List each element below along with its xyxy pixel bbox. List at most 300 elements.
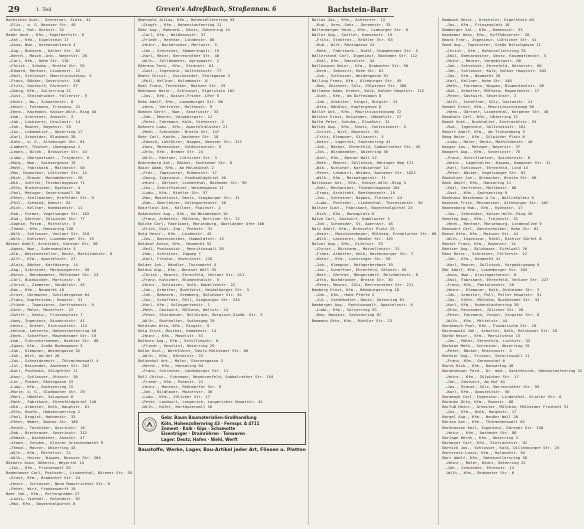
directory-entry: –Emil, Kellner, Kolumbastr. 8 bbox=[141, 78, 208, 84]
directory-entry: –Ludw., Oberpostsekr., Trajanstr. 6 bbox=[9, 154, 90, 160]
page-mark: 1. Teil bbox=[36, 7, 52, 13]
directory-entry: –Jos., Schaffner, Poll, Siegburger Str. 243 bbox=[141, 297, 240, 303]
running-title: Greven's Adreßbuch, Straßennaw. 6 bbox=[156, 6, 277, 13]
directory-entry: Balster Ernst, Reisender, Händelstr. 27 bbox=[311, 113, 402, 119]
directory-entry: Bambach Heinr., Drechsler, Eigelstein 64 bbox=[442, 17, 534, 22]
directory-entry: –Emil, Vertreter, Moltkestr. 88 bbox=[445, 185, 517, 191]
directory-entry: –Heinr., Kfm., Zülpicher Str. 17 bbox=[445, 373, 519, 379]
directory-entry: –Konr., Schlosser, Ottostr. 36 bbox=[9, 373, 78, 379]
directory-entry: Barbier Aug., Friseur, Severinswall 11 bbox=[442, 353, 530, 359]
directory-entry: –Jak., Klempner, Weidengasse 52 bbox=[9, 348, 81, 354]
directory-entry: –Aug., Bahnarb., Kalker Str. 82 bbox=[9, 47, 81, 53]
directory-entry: –Joh., Schlosser, Kalk, Kalker Hauptstr. 203 bbox=[445, 67, 547, 73]
directory-entry: –Jul., Reisender, Aachener Str. 207 bbox=[9, 363, 90, 369]
directory-entry: –Heinr., Schlosser, Neue Maastrichter Str. 6 bbox=[9, 480, 110, 486]
directory-entry: Balcke Carl, Fabrikant, Marienburg, Oberländer Ufer 160 bbox=[138, 220, 265, 226]
directory-entry: –Ernst, Kfm., Brabanter Str. 24 bbox=[9, 475, 81, 481]
directory-entry: –Franz, Architekt, Beethovenstr. 19 bbox=[314, 190, 395, 196]
directory-entry: –Agnes, Wwe., Sudermanplatz 3 bbox=[9, 246, 76, 252]
directory-entry: –Karl, Postbote, Sülzgürtel 11 bbox=[9, 368, 78, 374]
column-3 bbox=[312, 17, 440, 525]
directory-entry: –Peter, Bäcker, Rheinaustr. 4 bbox=[445, 348, 512, 354]
directory-entry: Ballas Jos., Kfm., Achterstr. 12 bbox=[311, 17, 386, 22]
directory-entry: –Bernh., Bahnbeamter, Mülheimer Str. 23 bbox=[9, 271, 99, 277]
directory-entry: –Friedr., Rentner, Lindenstr. 88 bbox=[141, 37, 215, 43]
directory-entry: Band Aug., Tapezierer, Große Witschgasse 11 bbox=[442, 42, 541, 48]
directory-entry: Balta Peter, Schuhm., Elsaßstr. 31 bbox=[311, 118, 390, 124]
advert-line: Zement · Kalk · Gips · Schamotte bbox=[161, 426, 236, 432]
directory-entry: –Dan., Kfm., Neumarkt 18 bbox=[9, 286, 65, 292]
directory-entry: –Rob., Former, Vogelsanger Str. 102 bbox=[9, 210, 90, 216]
directory-entry: –Franz, Kfm., Gereonshof 6 bbox=[445, 358, 505, 364]
directory-entry: –Karl, Schneider, Blaubach 30 bbox=[9, 134, 76, 140]
directory-entry: –Jos., Kfm., Kalk, Hauptstr. 17 bbox=[445, 409, 517, 415]
directory-entry: –Jos., Bürobeamter, Ubierring 56 bbox=[314, 149, 389, 155]
directory-entry: –Jos., Kfm., Friesenplatz 16 bbox=[445, 22, 510, 28]
directory-entry: –Jak., Maurer, Vorgebirgstr. 12 bbox=[141, 113, 213, 119]
directory-entry: –Fritz, Klempner, Silvanstr. 3 bbox=[314, 134, 384, 140]
directory-entry: –Marg., Wwe., Spiesergasse 19 bbox=[9, 159, 76, 165]
directory-entry: –Jos., Lokomotivf., Ubierring 17 bbox=[9, 129, 83, 135]
directory-entry: –Friedr., Tapezierer, Gertrudenstr. 9 bbox=[9, 302, 94, 308]
directory-entry: Baerwald Julius, Kfm., Hohenzollernring 93 bbox=[138, 17, 235, 22]
directory-entry: –Wilh., Zollbeamter, Agrippastr. 2 bbox=[141, 57, 220, 63]
directory-entry: –Christ., Wirt, Bayenstr. 61 bbox=[314, 129, 379, 135]
directory-entry: –Alb., Weichensteller, Deutz, Mathildenstr. 8 bbox=[9, 251, 113, 257]
directory-entry: –Karl, Maler, Berrenrather Str. 46 bbox=[141, 52, 220, 58]
directory-entry: Bandemer Hans, Kfm., Kyffhäuserstr. 28 bbox=[442, 32, 530, 38]
directory-entry: –Heinr., Schlosser, Kalk, Kapellenstr. 22 bbox=[141, 281, 236, 287]
directory-entry: –Franz, Bäcker, Severinstr. 146 bbox=[9, 78, 81, 84]
directory-entry: –Peter, Wirt, Frankenwerft 19 bbox=[9, 485, 76, 491]
directory-entry: –Carl, Kfm., Weißhausstr. 37 bbox=[141, 32, 206, 38]
directory-entry: –Heinr., Kfm., Lothringer Str. 59 bbox=[314, 256, 391, 262]
advert-line: Eisenträger · Drainröhren · Tonwaren bbox=[161, 431, 245, 437]
directory-entry: Bandel Ernst, Kfm., Mauritiussteinweg 90 bbox=[442, 103, 534, 109]
directory-entry: Banning Aug., Kfm., Trajanstr. 31 bbox=[442, 215, 518, 221]
directory-entry: –Sebast., Dachdecker, Annostr. 47 bbox=[9, 434, 85, 440]
directory-entry: –Karl, Schlosser, Ehrenfeld, Lind 14 bbox=[445, 164, 528, 170]
directory-entry: Baltzer Gust., Fabrikant, Bayenthalgürtel 24 bbox=[311, 205, 413, 211]
directory-entry: –Jos., Bautechniker, Humboldtstr. 13 bbox=[141, 236, 224, 242]
directory-entry: Bährens Ferd., Kfm., Ehrenstr. 61 bbox=[138, 62, 214, 68]
directory-entry: –Otto, Kaufm., Habsburgerring 2 bbox=[9, 409, 81, 415]
directory-entry: –Leonh., Bildh., Brüsseler Str. 44 bbox=[9, 149, 87, 155]
directory-entry: –Peter, Landwirt, Weiden, Aachener Str. 1022 bbox=[314, 169, 416, 175]
directory-entry: Banz Heinr., Schreiner, Follerstr. 12 bbox=[442, 251, 528, 257]
advert-line: Lager: Deutz, Hafen · Niehl, Werft bbox=[161, 436, 238, 442]
directory-entry: Ballof Ant., Kfm., Mauritiussteinweg 72 bbox=[311, 108, 402, 114]
directory-entry: Bahl Franz, Techniker, Mainzer Str. 29 bbox=[138, 83, 226, 89]
directory-entry: Balling Franz, Kfm., Alteburger Str. 45 bbox=[311, 78, 402, 84]
directory-entry: –Bernh., Masch.-Arb., Weyerstr. 20 bbox=[9, 52, 87, 58]
directory-entry: Bahr Carl, Kaufm., Aachener Str. 18 bbox=[138, 134, 219, 140]
company-seal-icon bbox=[142, 417, 157, 432]
directory-entry: –Friedr., Kanzlist, Ubierring 29 bbox=[141, 343, 215, 348]
directory-entry: Ballerstedt Carl, Ingenieur, Bachemer Str. 112 bbox=[311, 52, 418, 58]
directory-entry: –Eduard, Rentner, Lindenstr. 12 bbox=[9, 67, 81, 73]
directory-entry: –Alfr., Kfm., Apostelnstr. 27 bbox=[9, 256, 76, 262]
directory-entry: Bäckers Anna, Näherin, Weyertal 14 bbox=[6, 460, 84, 466]
directory-entry: Bandholz Carl, Kfm., Ubierring 12 bbox=[442, 113, 518, 119]
directory-entry: –Joh., Schneider, Ehrenstr. 14 bbox=[445, 465, 515, 471]
directory-entry: –Gust., Steindrucker, Follerstr. 9 bbox=[9, 93, 87, 99]
directory-entry: –Karl, Maurer, Zollstock, Vorgebirgsweg 9 bbox=[445, 261, 540, 267]
directory-entry: –Karl, Friseur, Severinstr. 118 bbox=[141, 256, 213, 262]
directory-entry: Barlage Bernh., Kfm., Ubierring 3 bbox=[442, 434, 518, 440]
directory-entry: –Heinr., Kfm., Aachener Str. 88 bbox=[445, 429, 517, 435]
directory-entry: –Wilh., Schlosser, Venloer Str. 310 bbox=[9, 230, 90, 236]
directory-entry: Banneck Fritz, Mechaniker, Alteburger Str. 140 bbox=[442, 200, 548, 206]
directory-entry: –Peter, Fuhrmann, Kalk, Vietorstr. 4 bbox=[141, 118, 224, 124]
directory-entry: –Fritz, Elektrot., Brühler Str. 63 bbox=[314, 37, 393, 43]
directory-entry: –Heinr., Buchdrucker, Merlostr. 5 bbox=[141, 42, 217, 48]
directory-entry: Bäcker Adolf, Architekt, Dürener Str. 96 bbox=[6, 241, 98, 247]
directory-entry: –Friedr., Kfm., Palmstr. 21 bbox=[141, 378, 203, 384]
directory-entry: Barion Ant., Kfm., Thürmchenswall 62 bbox=[442, 419, 525, 425]
directory-entry: Balzer Aug., Kfm., Eifelstr. 33 bbox=[311, 241, 383, 247]
directory-entry: –Wilh., Rentner, Lütticher Str. 3 bbox=[141, 154, 217, 160]
directory-entry: –Herm., Schaffner, Mauenheimer Str. 19 bbox=[9, 332, 97, 338]
directory-entry: Baller Aug., Sattler, Kaesenstr. 19 bbox=[311, 32, 392, 38]
directory-entry: –Heinr., Lagerist, Sachsenring 41 bbox=[314, 139, 391, 145]
directory-entry: Baldzuhn Otto, Kfm., Ringstr. 9 bbox=[138, 322, 210, 328]
directory-entry: –Ludw., Postsekr., Lindenthal, Theresienstr. 30 bbox=[314, 200, 423, 206]
directory-entry: –Heinr., Dreher, Eintrachtstr. 113 bbox=[9, 322, 87, 328]
directory-entry: –Karl, Kfm., Volksgartenstr. 1 bbox=[141, 302, 210, 308]
directory-entry: –Wilh., Buchhalter, Gottesweg 70 bbox=[141, 317, 215, 323]
directory-entry: –Wilh., Ingenieur, Riehl, Riehler Gürtel 8 bbox=[445, 236, 542, 242]
directory-entry: –Marie, o. G., Gladbacher Str. 29 bbox=[9, 388, 85, 394]
directory-entry: Banholzer Joh., Uhrmacher, Breite Str. 58 bbox=[442, 174, 537, 180]
directory-entry: Barmeyer Carl, Kfm., Eintrachtstr. 92 bbox=[442, 439, 528, 445]
directory-entry: –Peter, Gastwirt, Severinstr. 2 bbox=[445, 93, 517, 99]
directory-entry: –Heinr., Lagerhalter, Nippes, Kempener Str. 21 bbox=[445, 159, 551, 165]
directory-entry: –Kath., o. G., Alteburger Str. 61 bbox=[9, 139, 85, 145]
running-heading-range: Bachstein–Barr bbox=[327, 5, 388, 14]
directory-entry: Bahnen Gertr., Wwe., Severinstr. 33 bbox=[138, 108, 219, 114]
directory-entry: –Christ., Maurer, Ehrenfeld, Venloer Str. 411 bbox=[141, 271, 245, 277]
directory-entry: Bahners Ludw., Kfm., Apostelnkloster 21 bbox=[138, 123, 228, 129]
directory-entry: Baldus Aug., Kfm., Neusser Wall 35 bbox=[138, 266, 217, 272]
directory-entry: –Ludw., Kfm., Salierring 55 bbox=[314, 307, 377, 313]
directory-entry: –Max, Maschinist, Deutz, Siegburger Str. 41 bbox=[141, 195, 240, 201]
directory-entry: –Hub., Fuhrunternehmer, Niehler Str. 88 bbox=[9, 337, 99, 343]
directory-entry: –Paul, Metzger, Severinswall 36 bbox=[9, 190, 81, 196]
directory-entry: –Jos., Schneidermstr., Thürmchenswall 4 bbox=[9, 358, 99, 364]
directory-entry: –Mich., Brauer, Machabäerstr. 28 bbox=[9, 174, 83, 180]
directory-entry: Baldauf Anton, Kfm., Heumarkt 52 bbox=[138, 241, 212, 247]
directory-entry: –Peter, Maurer, Sülz, Berrenrather Str. 211 bbox=[314, 281, 414, 287]
directory-entry: –Heinr., Monteur, Rhöndorfer Str. 8 bbox=[141, 383, 222, 389]
directory-entry: –Jos., Maler, Ehrenfeld, Lichtstr. 33 bbox=[445, 337, 531, 343]
directory-entry: –Wilh., Kfm., Mittelstr. 21 bbox=[9, 449, 71, 455]
directory-entry: –Heinr., Gärtner, Lindenthal, Bachemer Str. 99 bbox=[141, 180, 247, 185]
directory-entry: Barkhausen Emil, Ingenieur, Dürener Str. 140 bbox=[442, 424, 544, 430]
directory-entry: Barr Adolf, Kfm., Hohenzollernring 58 bbox=[442, 455, 528, 461]
directory-entry: Baltes Aug., Kfm., Deutz, Justinianstr. 9 bbox=[311, 123, 406, 129]
directory-entry: Bald Heinr., Kfm., Lindenstr. 45 bbox=[138, 230, 212, 236]
directory-entry: –Christ., Zimmerer, Vondelstr. 45 bbox=[9, 281, 85, 287]
column-1 bbox=[6, 17, 135, 525]
directory-entry: –Emil, Kfm., Dasselstr. 44 bbox=[314, 57, 375, 63]
page-header bbox=[6, 4, 394, 17]
directory-entry: –Jos., Kfm., Neumarkt 26 bbox=[445, 73, 501, 79]
directory-entry: Barnstein Louis, Kfm., Rolandstr. 30 bbox=[442, 449, 525, 455]
directory-entry: –Peter, Fuhrmann, Vingst, Vingster Str. 6 bbox=[445, 312, 540, 318]
directory-entry: –Wilh., Heizer, Nippes, Neusser Str. 284 bbox=[9, 455, 101, 461]
directory-entry: –Emil, Mechaniker, Thieboldsgasse 104 bbox=[314, 185, 400, 191]
directory-entry: Bader Andr., Kfm., Engelbertstr. 6 bbox=[6, 32, 84, 38]
directory-entry: Bargel Aug., Kfm., Neußer Wall 20 bbox=[442, 414, 518, 420]
directory-entry: –Eduard, Lokführer, Nippes, Neusser Str. 311 bbox=[141, 139, 242, 145]
directory-entry: Barbe Heinr., Kfm., Marsilstein 15 bbox=[442, 332, 521, 338]
directory-entry: Ball Christ., Fuhrmann, Neuehrenfeld, Subbelrather Str. 154 bbox=[138, 373, 274, 379]
directory-entry: –Wilh., Kfm., Merowingerstr. 11 bbox=[314, 174, 386, 180]
directory-entry: Bank Adolf, Kfm., Hansaring 11 bbox=[442, 180, 512, 185]
directory-entry: –Gerh., Maler, Mozartstr. 22 bbox=[9, 307, 74, 313]
directory-entry: –Emil, Postassist., Mauritiuswall 28 bbox=[141, 246, 224, 252]
directory-entry: –Ludw., Kfm., Riehler Str. 57 bbox=[141, 190, 208, 196]
directory-entry: –Wilh., Kutscher, Luxemburger Str. 15 bbox=[9, 236, 94, 242]
directory-entry: Bakenecker Aug., Kfm., Am Weidenbach 10 bbox=[138, 210, 228, 216]
directory-entry: Barck Rich., Kfm., Hansaring 48 bbox=[442, 363, 514, 369]
directory-entry: –Peter, Landwirt, Longerich, Longericher Hauptstr. 42 bbox=[141, 399, 263, 405]
directory-entry: –Franz, Schriftsetzer, Spichernstr. 8 bbox=[445, 154, 531, 160]
directory-entry: –Math., Fabrikarb., Moltkestr. 58 bbox=[9, 164, 85, 170]
directory-entry: –Helene, Lehrerin, Hohenstaufenring 58 bbox=[9, 327, 97, 333]
directory-entry: –Herm., Kaufmann, Kaiser-Wilh.-Ring 40 bbox=[9, 108, 97, 114]
directory-entry: Badenheuer Carl, Postsekr., Lindenthal, Dürener Str. 55 bbox=[6, 470, 133, 476]
directory-entry: –Jos., Schneider, Kaiser-Wilh.-Ring 26 bbox=[445, 210, 533, 216]
directory-entry: –Wilh., Küfer, Kartäuserwall 16 bbox=[141, 404, 213, 410]
advert-line: Köln, Hohenzollernring 43 · Fernspr. A 4711 bbox=[161, 420, 260, 426]
directory-entry: –Gust., Ingenieur, Goltsteinstr. 77 bbox=[141, 67, 222, 73]
directory-entry: –Rud., Gärtner, Zülpicher Str. 77 bbox=[9, 215, 85, 221]
directory-entry: Bahlmann Heinr., Schlosser, Eigelstein 102 bbox=[138, 88, 235, 94]
directory-entry: Bardewyk Carl, Ingenieur, Lindenthal, Krieler Str. 6 bbox=[442, 393, 562, 399]
directory-entry: –Emil, Schlosser, Mauritiussteinw. 5 bbox=[9, 73, 92, 79]
directory-entry: Baranowski Joh., Arbeiter, Kalk, Rolshover Str. 18 bbox=[442, 327, 557, 333]
directory-entry: Balthasar Ant., Kfm., Kaiser-Wilh.-Ring 3 bbox=[311, 180, 406, 185]
directory-entry: –Joh., Klempner, Rothgerberbach 19 bbox=[314, 261, 393, 267]
directory-entry: Bamberger Aug., Rechtsanwalt, Apostelnstr. 9 bbox=[311, 302, 413, 308]
directory-entry: –Nik., Arbeiter, Kalk, Hauptstr. 61 bbox=[9, 404, 90, 410]
directory-entry: –Jak., Kfm., Hohe Pforte 2 bbox=[314, 292, 375, 298]
directory-entry: –Mart., Gärtner, Müngersdorf, Belvederestr. 8 bbox=[314, 271, 418, 277]
directory-entry: –Peter, Weber, Bonner Str. 180 bbox=[9, 419, 78, 425]
directory-entry: Bammann Otto, Kfm., Riehler Str. 23 bbox=[311, 317, 392, 323]
directory-entry: –Theod., Maurer, Ubierring 43 bbox=[9, 444, 76, 450]
directory-entry: Baier Adam, Kfm., Am Malzbüchel 2 bbox=[138, 164, 214, 170]
directory-entry: –Otto, Buchdrucker, Kyotostr. 4 bbox=[9, 185, 81, 191]
directory-entry: –Heinr., Maschinenbauer, Mülheim, Frankfurter Str. 88 bbox=[314, 230, 437, 236]
directory-entry: –Aug., Schreiner, Merowingerstr. 50 bbox=[9, 266, 90, 272]
directory-entry: –Math., Fabrikarb., Riehl, Stammheimer Str. 5 bbox=[314, 47, 418, 53]
directory-entry: Barabasch Paul, Kfm., Flandrische Str. 10 bbox=[442, 322, 537, 328]
directory-entry: –Alois, Bäcker, Kartäuserg. 14 bbox=[9, 261, 78, 267]
directory-entry: –Jos., Küfer, Mülheim, Buchheimer Str. 44 bbox=[445, 297, 540, 303]
directory-entry: Banck Frdr., Ingenieur, Lütticher Str. 41 bbox=[442, 37, 537, 43]
column-2-entries bbox=[138, 17, 306, 409]
directory-entry: –Heinr., Klempner, Kalk, Ostheimer Str. 3 bbox=[445, 286, 540, 292]
directory-entry: –Elis., o. G. Neusser Str. 49 bbox=[9, 22, 76, 28]
column-4 bbox=[442, 17, 584, 525]
directory-entry: –Otto, Buchdrucker, Breite Str. 30 bbox=[314, 276, 393, 282]
directory-entry: Bähr Aug., Bahnarb., Deutz, Gotenring 14 bbox=[138, 27, 230, 33]
directory-entry: –Georg, Ingenieur, Stadtwaldgürtel 40 bbox=[141, 174, 226, 180]
directory-entry: Bär Adolf, Kfm., Luxemburger Str. 104 bbox=[442, 266, 528, 272]
directory-entry: Barnick Jos., Schlosser, Kalk, Dillenburger Str. 19 bbox=[442, 444, 560, 450]
directory-entry: –Hub., Wirt, Rheingasse 24 bbox=[314, 42, 375, 48]
directory-entry: –Joh., Schreiner, Sömmeringstr. 19 bbox=[141, 47, 220, 53]
directory-entry: –Herm., Gärtner, Lindenthal, Kerpener Str. 46 bbox=[445, 108, 549, 114]
directory-entry: Banert Adolf, Kfm., Am Trutzenberg 3 bbox=[442, 129, 525, 135]
directory-entry: Ballmann Adam, Dreher, Kalk, Kalker Hauptstr. 112 bbox=[311, 88, 425, 94]
directory-entry: –Rob., Bierbrauer, Severinstr. 212 bbox=[9, 429, 87, 435]
directory-entry: Baer Jak., Kfm., Perlengraben 27 bbox=[6, 490, 80, 496]
directory-entry: –Jos., Schreiner, Nippes, Florastr. 44 bbox=[314, 195, 402, 201]
directory-entry: –Herm., Rentner, Marienburg, Lindenallee 9 bbox=[445, 220, 542, 226]
directory-entry: Bachstein Gust., Schreiner, Zietz. 41 bbox=[6, 17, 91, 22]
directory-entry: –Ant., Kfm., Eigelstein 17 bbox=[9, 37, 69, 43]
directory-entry: –Franz, Arbeiter, Kalk, Hachenburger Str. 7 bbox=[314, 251, 414, 257]
directory-entry: –Lambert, Tüncher, Löwengasse 2 bbox=[9, 144, 81, 150]
directory-entry: –Emil, Bahnarbeiter, Deutz, Kasemattenstr. 5 bbox=[445, 52, 547, 58]
directory-entry: Bangert Aug., Kfm., Severinstr. 75 bbox=[442, 149, 521, 155]
directory-entry: –Bernh., Kfm., Hansaring 94 bbox=[141, 363, 203, 369]
directory-entry: Baierlein Joh., Kellner, Pipinstr. 4 bbox=[138, 205, 221, 211]
directory-entry: –Otto, Reisender, Jülicher Str. 28 bbox=[445, 307, 524, 313]
directory-entry: Bandt Gust., Buchhalter, Eintrachtstr. 55 bbox=[442, 118, 537, 124]
directory-entry: –Wilh., Kfm., Brabanter Str. 6 bbox=[445, 470, 515, 476]
directory-entry: Ballenberger Herm., Kfm., Limburger Str. 6 bbox=[311, 27, 409, 33]
directory-entry: –Theod., Kfm., Hansaring 130 bbox=[9, 225, 74, 231]
directory-entry: –Jak., Arbeiter, Poll, Poller Hauptstr. 51 bbox=[445, 292, 542, 298]
advert-line: Gebr. Baum Baumaterialien-Großhandlung bbox=[161, 415, 257, 421]
directory-entry: –Karl, Kfm., Bonner Wall 22 bbox=[314, 154, 377, 160]
directory-entry: –Wilh., Lackierer, Neußer Str. 129 bbox=[314, 236, 393, 242]
directory-entry: Balke Gust., Werkführer, Deutz-Mülheimer Str. 80 bbox=[138, 348, 249, 354]
directory-entry: –Gust., Kfm., Sachsenring 9 bbox=[445, 190, 508, 196]
directory-entry: –Hub., Schreiner, Annostr. 3 bbox=[9, 113, 74, 119]
directory-entry: Bantel Franz, Kfm., Bayenstr. 14 bbox=[442, 241, 516, 247]
directory-entry: Bahrenberg Ant., Bäcker, Sechtemer Str. 8 bbox=[138, 159, 233, 165]
directory-entry: –Jos., Brauer, Sülz, Berrenrather Str. 99 bbox=[445, 383, 540, 389]
directory-entry: –Otto, Händler, Kupfergasse 6 bbox=[314, 103, 382, 109]
directory-entry: –Math., Gastwirt, Mülheim, Wallstr. 14 bbox=[141, 307, 229, 313]
directory-entry: –Joh., Schneider, St. Apernstr. 18 bbox=[314, 220, 393, 226]
directory-entry: –Emil, Fabrikant, Ehrenfeld, Venloer Str. 227 bbox=[445, 276, 549, 282]
directory-entry: –Anna, Wwe., Ursulagartenstr. 6 bbox=[445, 271, 517, 277]
directory-entry: –Karl, Kfm., Apostelnstr. 50 bbox=[445, 388, 510, 394]
directory-entry: –Jos., Kfm., Kaiser-Friedr.-Ufer 5 bbox=[141, 93, 220, 99]
directory-entry: –Rud., Verw.-Sekr., Gereonstr. 33 bbox=[314, 22, 391, 28]
directory-entry: –Jak., Schreiner, Ehrenfeld, Körnerstr. 60 bbox=[445, 62, 542, 68]
directory-columns bbox=[6, 17, 583, 525]
directory-entry: –Rich., Kellner, Komödienstr. 11 bbox=[9, 205, 83, 211]
directory-entry: Bahn Adolf, Kfm., Luxemburger Str. 66 bbox=[138, 98, 223, 104]
directory-entry: –Wilh., Schaffner, Sülz, Gustavstr. 14 bbox=[445, 98, 533, 104]
directory-entry: –Max, Zeichner, Sülz, Zülpicher Str. 280 bbox=[314, 83, 407, 89]
advert-footer: Baustoffe, Werke, Lager, Bau-Artikel jeder Art, Fliesen u. Platten bbox=[138, 448, 306, 454]
directory-entry: –Joh., Bahnarb., Gremberg, Rolshover Str. 61 bbox=[141, 292, 242, 298]
directory-entry: Balhorn Aug., Kfm., Schillingstr. 6 bbox=[138, 337, 219, 343]
directory-entry: Bannwart Carl, Zahntechniker, Hohe Str. 81 bbox=[442, 225, 539, 231]
directory-entry: –Herm., Zahnarzt, Hohe Str. 62 bbox=[314, 67, 384, 73]
directory-entry: –Heinr., Kfm., Moselstr. 51 bbox=[141, 332, 203, 338]
directory-entry: –Max, Kfm., Bayenthalgürtel 8 bbox=[9, 500, 76, 506]
directory-entry: –Louis, Viehhdl., Rolandstr. 92 bbox=[9, 495, 81, 501]
directory-entry: –Jak., Arbeiter, Buchforst, Heidelberger Str. 3 bbox=[141, 286, 249, 292]
directory-entry: –Nik., Sattler, Thieboldsgasse 71 bbox=[9, 180, 85, 185]
directory-entry: –Wilh., Kfm., Mittelstr. 44 bbox=[445, 317, 508, 323]
directory-entry: –Jos., Kfm., Friesenwall 82 bbox=[9, 465, 71, 471]
directory-entry: –Ignaz, Kfm., Große Budengasse 3 bbox=[9, 343, 83, 348]
directory-entry: Balder Joh., Händler, Thurnmarkt 4 bbox=[138, 261, 217, 267]
directory-entry: –Gottfr., Gastw., Friesenplatz 7 bbox=[9, 312, 83, 318]
directory-entry: –Georg, Kfm., Salierring 21 bbox=[9, 88, 71, 94]
directory-entry: –Mart., Händler, Salzgasse 8 bbox=[9, 393, 74, 399]
directory-entry: Baetz Christ., Zuschneider, Stolkgasse 3 bbox=[138, 73, 230, 79]
directory-entry: –Nik., Arbeiter, Mülheim, Regentenstr. 17 bbox=[445, 88, 540, 94]
directory-entry: –Christ., Kfm., Hohenzollernring 70 bbox=[445, 47, 526, 53]
directory-entry: –Wilh., Kfm., Körnerstr. 22 bbox=[141, 353, 203, 359]
directory-entry: –Math., Fuhrmann, Nippes, Blumenthalstr. 38 bbox=[445, 83, 544, 89]
directory-entry: –Hub., Schreiner, Zugweg 7 bbox=[141, 251, 201, 257]
directory-entry: –Joh., Maurer, Bayenstr. 55 bbox=[9, 123, 71, 129]
directory-entry: –Jak., Lackierer, Ursulastr. 14 bbox=[9, 118, 81, 124]
directory-entry: –Peter, Bäcker, Vogelsanger Str. 62 bbox=[445, 169, 526, 175]
directory-entry: –Franz, Kfm., Pantaleonstr. 20 bbox=[445, 281, 515, 287]
directory-entry: –Franz, Kupferschm., Roonstr. 31 bbox=[9, 297, 83, 303]
directory-entry: –Heinr., Ww., Schaafenstr. 8 bbox=[9, 98, 74, 104]
directory-entry: –Phil., Schmied, Domstr. 81 bbox=[9, 200, 71, 206]
directory-entry: –Rich., Kfm., Hansaplatz 6 bbox=[314, 210, 375, 216]
directory-entry: Barbian Math., Schreiner, Ubierring 70 bbox=[442, 343, 530, 348]
directory-entry: –Jos., Schriftsetzer, Weidengasse 11 bbox=[141, 185, 224, 191]
directory-entry: –Math., Schneider, Breite Str. 147 bbox=[141, 129, 220, 135]
directory-entry: –Joh., Kfm., Heumarkt 41 bbox=[445, 256, 501, 262]
directory-entry: –Sophie, Putzm., Mittelstr. 5 bbox=[9, 220, 76, 226]
directory-entry: –Karl, Kellner, Hohe Str. 140 bbox=[445, 78, 512, 84]
directory-entry: –Franz, Kutscher, Blumenthalstr. 9 bbox=[141, 276, 220, 282]
directory-entry: –Ernst, Uhrmacher, Schildergasse 64 bbox=[9, 292, 90, 298]
directory-entry: –Siegfr., Kfm., Hohenstaufenring 11 bbox=[141, 22, 222, 28]
directory-entry: –Joh., Bildhauer, Mozartstr. 36 bbox=[141, 388, 213, 394]
directory-entry: –Ludw., Kfm., Sachsenring 72 bbox=[9, 383, 74, 389]
directory-entry: Bantzer Aug., Bildhauer, Eifelwall 20 bbox=[442, 246, 528, 252]
directory-entry: –Franz, Schreiner, Landsberger Str. 11 bbox=[141, 368, 229, 374]
directory-entry: –Heinr., Fuhrmann, Friesenw. 22 bbox=[9, 103, 81, 109]
directory-entry: –Anna, Wwe., Gereonsdriesch 4 bbox=[9, 42, 76, 48]
directory-entry: –Rob., Oberlehrer, Volksgartenstr. 26 bbox=[141, 200, 226, 206]
directory-entry: –Jos., Schaffner, Ehrenfeld, Ottostr. 95 bbox=[314, 266, 407, 272]
directory-entry: –Carl, Buchbinder, Martinstr. 6 bbox=[9, 276, 81, 282]
directory-entry: Banse Otto, Kfm., Mainzer Str. 44 bbox=[442, 230, 518, 236]
directory-entry: –Karl, Kfm., Hohenstaufenring 36 bbox=[445, 302, 519, 308]
directory-entry: –Ludw., Kfm., Jülicher Str. 17 bbox=[141, 393, 210, 399]
directory-entry: Bannenberg Hub., Kfm., Kyotostr. 17 bbox=[442, 205, 523, 211]
directory-entry: –Erich, Dipl.-Ing., Parkstr. 31 bbox=[141, 225, 213, 231]
directory-entry: –Peter, Stellmacher, Krefelder Str. 9 bbox=[9, 195, 94, 201]
directory-entry: –Frdr., Tapezierer, Rubensstr. 17 bbox=[141, 169, 217, 175]
directory-entry: –Joh., Schlosser, Weidengasse 91 bbox=[314, 73, 389, 79]
directory-entry: –Hans, Mechaniker, Schönsteinstr. 6 bbox=[141, 144, 222, 150]
directory-entry: –Christ., Bürstenm., Marzellenstr. 21 bbox=[314, 246, 400, 252]
directory-entry: –Math., Fabrikant, Ehrenfeldgürtel 140 bbox=[9, 399, 97, 405]
column-2 bbox=[138, 17, 309, 525]
